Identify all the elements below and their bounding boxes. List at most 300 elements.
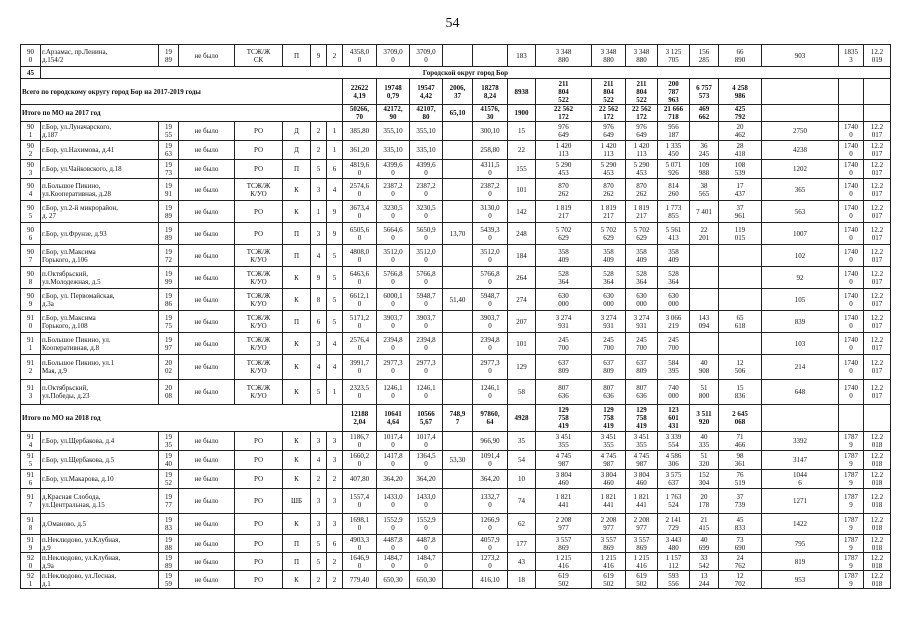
table-cell: 5 [327,311,343,333]
table-cell: 3991,7 0 [343,355,377,380]
table-cell: 4 [327,355,343,380]
table-cell: 2394,8 0 [473,333,508,355]
table-cell: 12.2 018 [864,451,891,470]
table-cell: 91 6 [21,470,41,489]
table-cell: не было [179,571,235,589]
table-cell: 19547 4,42 [410,79,443,105]
table-cell: 92 [762,267,839,289]
table-cell: 12.2 018 [864,489,891,514]
table-cell: 177 [508,535,536,553]
table-cell: 4 745 987 [626,451,658,470]
table-cell: 1 335 450 [658,141,690,160]
table-cell: 35 [508,432,536,451]
table-cell [690,245,719,267]
table-cell: 2 [311,571,327,589]
table-cell: 5 [327,289,343,311]
table-row [21,355,891,380]
table-cell [443,489,473,514]
table-cell [443,553,473,571]
table-cell: 2576,4 0 [343,333,377,355]
table-cell: не было [179,201,235,223]
table-cell [443,160,473,179]
table-cell: К [283,333,311,355]
table-cell: П [283,311,311,333]
table-cell: 870 262 [536,179,592,201]
table-cell: РО [235,470,283,489]
table-cell [719,333,762,355]
table-cell: 76 519 [719,470,762,489]
table-cell: 3903,7 0 [473,311,508,333]
table-cell: 8938 [508,79,536,105]
table-cell: 248 [508,223,536,245]
table-cell: 1 420 113 [592,141,626,160]
table-cell: 129 [508,355,536,380]
table-cell: 1787 9 [839,432,864,451]
table-cell: П [283,553,311,571]
table-cell: 2387,2 0 [473,179,508,201]
table-cell: 2387,2 0 [410,179,443,201]
address-cell: г.Бор, ул.Максима Горького, д.106 [41,245,159,267]
table-cell [443,535,473,553]
table-cell [443,141,473,160]
table-cell: 5766,8 0 [377,267,410,289]
table-cell: 5 290 453 [536,160,592,179]
table-cell: 9 [327,223,343,245]
table-cell: 22 [508,141,536,160]
table-cell: 1433,0 0 [410,489,443,514]
table-cell: 1202 [762,160,839,179]
table-cell: 650,30 [410,571,443,589]
total-label-cell: Итого по МО на 2018 год [21,405,343,432]
table-cell: 5664,6 0 [377,223,410,245]
section-number-cell: 45 [21,67,41,79]
table-cell: 5 702 629 [592,223,626,245]
table-cell: 90 9 [21,289,41,311]
table-cell: 5948,7 0 [473,289,508,311]
table-cell: 5 071 926 [658,160,690,179]
table-cell [443,432,473,451]
table-cell: 4 [311,355,327,380]
table-cell: 91 3 [21,380,41,405]
table-cell: 1835 3 [839,45,864,67]
table-cell: 22 201 [690,223,719,245]
table-cell: ТСЖ/Ж СК [235,45,283,67]
table-cell [864,79,891,105]
table-row [21,179,891,201]
table-cell: 2 141 729 [658,514,690,535]
table-cell: 1787 9 [839,535,864,553]
table-cell: 1660,2 0 [343,451,377,470]
table-cell: 19 91 [159,179,179,201]
table-cell: 966,90 [473,432,508,451]
table-cell: 3 348 880 [626,45,658,67]
address-cell: г.Арзамас, пр.Ленина, д.154/2 [41,45,159,67]
table-cell: 6 757 573 [690,79,719,105]
table-row [21,289,891,311]
table-cell: 425 792 [719,105,762,122]
table-cell: 648 [762,380,839,405]
table-cell: 9 [311,45,327,67]
table-cell: 10 [508,470,536,489]
table-cell [443,179,473,201]
table-cell: 563 [762,201,839,223]
table-cell: РО [235,489,283,514]
address-cell: п.Октябрьский, ул.Победы, д.23 [41,380,159,405]
address-cell: п.Большое Пикино, ул.1 Мая, д.9 [41,355,159,380]
table-cell: 3 [311,333,327,355]
total-row [21,405,891,432]
table-cell: 3 451 355 [536,432,592,451]
table-row [21,451,891,470]
table-cell: 51,40 [443,289,473,311]
table-cell: 3709,0 0 [410,45,443,67]
table-cell: 1740 0 [839,179,864,201]
table-cell: 3673,4 0 [343,201,377,223]
table-cell: 4358,0 0 [343,45,377,67]
table-cell: 6000,1 0 [377,289,410,311]
table-cell: 12.2 017 [864,355,891,380]
table-cell: 155 [508,160,536,179]
table-cell: 41576, 30 [473,105,508,122]
table-cell: 12188 2,04 [343,405,377,432]
table-cell: 12.2 019 [864,45,891,67]
table-cell: 2 [311,122,327,141]
table-cell: 19748 0,79 [377,79,410,105]
total-row [21,105,891,122]
table-cell: 6463,6 0 [343,267,377,289]
table-cell: 1787 9 [839,451,864,470]
table-cell: 3 [327,432,343,451]
table-cell: 870 262 [592,179,626,201]
table-cell: 1 420 113 [536,141,592,160]
table-cell: 19 35 [159,432,179,451]
table-cell: 12.2 017 [864,333,891,355]
table-cell: 90 6 [21,223,41,245]
table-cell: 98 361 [719,451,762,470]
table-cell: 2323,5 0 [343,380,377,405]
table-cell: 4808,0 0 [343,245,377,267]
table-cell: 12.2 017 [864,201,891,223]
table-cell: 807 636 [626,380,658,405]
table-cell: 839 [762,311,839,333]
table-cell: 1 [327,141,343,160]
table-cell [690,333,719,355]
table-cell: 5 [311,380,327,405]
table-cell: 3 [311,223,327,245]
table-cell: 795 [762,535,839,553]
table-cell: 2 [327,45,343,67]
table-cell: 18278 8,24 [473,79,508,105]
table-cell: 38 565 [690,179,719,201]
table-cell: 12.2 017 [864,267,891,289]
address-cell: г.Бор, ул. Первомайская, д.3а [41,289,159,311]
table-cell: 129 758 419 [536,405,592,432]
table-cell: 3 557 869 [592,535,626,553]
table-cell: Д [283,141,311,160]
table-cell: 6 [327,160,343,179]
table-cell: 1740 0 [839,380,864,405]
table-cell: 2750 [762,122,839,141]
table-cell: 73 690 [719,535,762,553]
table-cell: 22 562 172 [536,105,592,122]
table-cell: 2 [311,141,327,160]
table-cell: 5948,7 0 [410,289,443,311]
table-cell: 264 [508,267,536,289]
table-cell: 3392 [762,432,839,451]
table-cell: 4 [327,179,343,201]
table-row [21,141,891,160]
table-cell: 5 561 413 [658,223,690,245]
table-cell: К [283,380,311,405]
table-cell: 1787 9 [839,470,864,489]
table-cell: 1273,2 0 [473,553,508,571]
table-cell: 2 208 977 [536,514,592,535]
table-cell: 4903,3 0 [343,535,377,553]
table-cell: 1 821 441 [626,489,658,514]
table-cell: 1787 9 [839,514,864,535]
table-cell [690,289,719,311]
table-cell: 211 804 522 [536,79,592,105]
table-cell [762,105,839,122]
table-cell: 528 364 [626,267,658,289]
table-cell: К [283,267,311,289]
table-cell: 12.2 018 [864,535,891,553]
table-cell: 358 409 [536,245,592,267]
table-cell: 37 961 [719,201,762,223]
table-cell: не было [179,432,235,451]
table-cell: 1900 [508,105,536,122]
table-cell: 40 699 [690,535,719,553]
table-cell: не было [179,333,235,355]
table-cell: 1 215 416 [626,553,658,571]
table-cell: ТСЖ/Ж К/УО [235,245,283,267]
table-cell: 364,20 [410,470,443,489]
table-cell: 19 52 [159,470,179,489]
table-cell: 365 [762,179,839,201]
table-cell: 3 274 931 [592,311,626,333]
table-cell: 1 420 113 [626,141,658,160]
table-cell: 53,30 [443,451,473,470]
table-cell: 12.2 017 [864,141,891,160]
table-cell: 245 700 [592,333,626,355]
table-cell: 1044 6 [762,470,839,489]
table-cell: 3903,7 0 [377,311,410,333]
table-cell: не было [179,289,235,311]
table-cell: 12 506 [719,355,762,380]
table-row [21,380,891,405]
table-cell: К [283,355,311,380]
table-cell: 211 804 522 [592,79,626,105]
table-cell: 1740 0 [839,201,864,223]
table-cell: 143 094 [690,311,719,333]
table-cell: не было [179,553,235,571]
table-cell: 5 290 453 [592,160,626,179]
table-cell [443,311,473,333]
table-cell: 1740 0 [839,141,864,160]
table-cell: 3 575 637 [658,470,690,489]
table-cell: 3130,0 0 [473,201,508,223]
table-cell: 4 [327,333,343,355]
table-cell: 12.2 018 [864,514,891,535]
table-cell: 142 [508,201,536,223]
table-cell: 1740 0 [839,355,864,380]
table-cell: 4487,8 0 [410,535,443,553]
table-cell: 619 502 [592,571,626,589]
table-cell: не было [179,535,235,553]
table-cell: К [283,571,311,589]
table-cell: 20 462 [719,122,762,141]
table-cell [443,355,473,380]
table-cell: 22 562 172 [626,105,658,122]
table-cell: 3 804 460 [626,470,658,489]
table-cell: 3 557 869 [536,535,592,553]
table-row [21,489,891,514]
table-cell: 3 125 705 [658,45,690,67]
table-cell: 71 466 [719,432,762,451]
table-cell: 1740 0 [839,311,864,333]
table-row [21,571,891,589]
table-cell: 1017,4 0 [377,432,410,451]
table-cell: 5 [327,245,343,267]
table-cell: 5 [327,267,343,289]
table-cell: не было [179,223,235,245]
table-cell: 19 89 [159,201,179,223]
table-cell: П [283,245,311,267]
table-row [21,333,891,355]
table-row [21,432,891,451]
table-cell: 19 89 [159,45,179,67]
table-cell: 20 08 [159,380,179,405]
table-cell: не было [179,267,235,289]
table-cell: 3903,7 0 [410,311,443,333]
table-cell: 819 [762,553,839,571]
table-cell: 19 59 [159,571,179,589]
table-cell: 779,40 [343,571,377,589]
table-cell: не было [179,245,235,267]
table-cell: 66 890 [719,45,762,67]
table-cell: РО [235,535,283,553]
table-cell: 19 97 [159,333,179,355]
table-cell: 1 [311,201,327,223]
table-cell: 3709,0 0 [377,45,410,67]
table-cell: 51 320 [690,451,719,470]
table-cell: 15 [508,122,536,141]
table-cell: 2387,2 0 [377,179,410,201]
table-cell: 19 73 [159,160,179,179]
table-cell: 2 [327,571,343,589]
table-cell [443,571,473,589]
table-cell: 12.2 018 [864,571,891,589]
table-cell: 528 364 [658,267,690,289]
address-cell: г.Бор, ул.2-й микрорайон, д. 27 [41,201,159,223]
table-cell: 62 [508,514,536,535]
table-cell: 3 [311,179,327,201]
table-cell: 90 1 [21,122,41,141]
table-cell: 12.2 017 [864,311,891,333]
table-cell: П [283,223,311,245]
table-cell: 90 0 [21,45,41,67]
table-cell: 51 800 [690,380,719,405]
table-cell: ТСЖ/Ж К/УО [235,289,283,311]
table-cell [719,267,762,289]
table-cell: 37 739 [719,489,762,514]
table-cell: 3 451 355 [592,432,626,451]
table-cell: 245 700 [626,333,658,355]
table-cell: 1422 [762,514,839,535]
table-cell: 12.2 017 [864,289,891,311]
table-cell: 91 1 [21,333,41,355]
table-cell: 3 339 554 [658,432,690,451]
table-cell: 3 348 880 [592,45,626,67]
table-cell: 956 187 [658,122,690,141]
table-cell [473,45,508,67]
table-cell: Д [283,122,311,141]
table-cell: 101 [508,333,536,355]
table-cell: 4 [311,451,327,470]
table-cell: 7 401 [690,201,719,223]
table-cell: 5 290 453 [626,160,658,179]
address-cell: п.Октябрьский, ул.Молодежная, д.5 [41,267,159,289]
table-cell: не было [179,489,235,514]
table-cell: 5 [311,553,327,571]
table-cell: 19 89 [159,223,179,245]
table-cell: 385,80 [343,122,377,141]
table-cell: 20 02 [159,355,179,380]
table-cell: 3 443 480 [658,535,690,553]
address-cell: г.Бор, ул.Луначарского, д.187 [41,122,159,141]
table-cell [762,79,839,105]
table-cell: 1787 9 [839,571,864,589]
address-cell: п.Неклюдово, ул.Лесная, д.1 [41,571,159,589]
table-cell: 12.2 018 [864,432,891,451]
address-cell: г.Бор, ул.Фрунзе, д.93 [41,223,159,245]
table-cell: 40 335 [690,432,719,451]
table-cell: 22 562 172 [592,105,626,122]
table-cell: 10566 5,67 [410,405,443,432]
table-cell: 90 2 [21,141,41,160]
table-row [21,535,891,553]
table-cell: 1091,4 0 [473,451,508,470]
table-cell: 12.2 018 [864,553,891,571]
table-row [21,311,891,333]
table-cell: 2977,3 0 [377,355,410,380]
table-cell: 1698,1 0 [343,514,377,535]
table-cell: 407,80 [343,470,377,489]
table-cell: 1740 0 [839,223,864,245]
table-cell: 101 [508,179,536,201]
table-cell: 4399,6 0 [377,160,410,179]
table-cell: 3 804 460 [592,470,626,489]
table-cell [839,105,864,122]
address-cell: п.Большое Пикино, ул. Кооперативная, д.8 [41,333,159,355]
table-cell [864,105,891,122]
table-cell: 358 409 [592,245,626,267]
table-row [21,201,891,223]
table-cell: 1787 9 [839,489,864,514]
table-cell: 245 700 [658,333,690,355]
table-cell: 3 451 355 [626,432,658,451]
address-cell: г.Бор, ул.Макарова, д.10 [41,470,159,489]
table-row [21,122,891,141]
table-cell: 91 2 [21,355,41,380]
table-cell: не было [179,45,235,67]
table-cell: 2977,3 0 [410,355,443,380]
table-cell: 637 809 [536,355,592,380]
table-cell: 2394,8 0 [410,333,443,355]
table-cell: 1787 9 [839,553,864,571]
table-cell: 245 700 [536,333,592,355]
table-cell: 2 645 068 [719,405,762,432]
